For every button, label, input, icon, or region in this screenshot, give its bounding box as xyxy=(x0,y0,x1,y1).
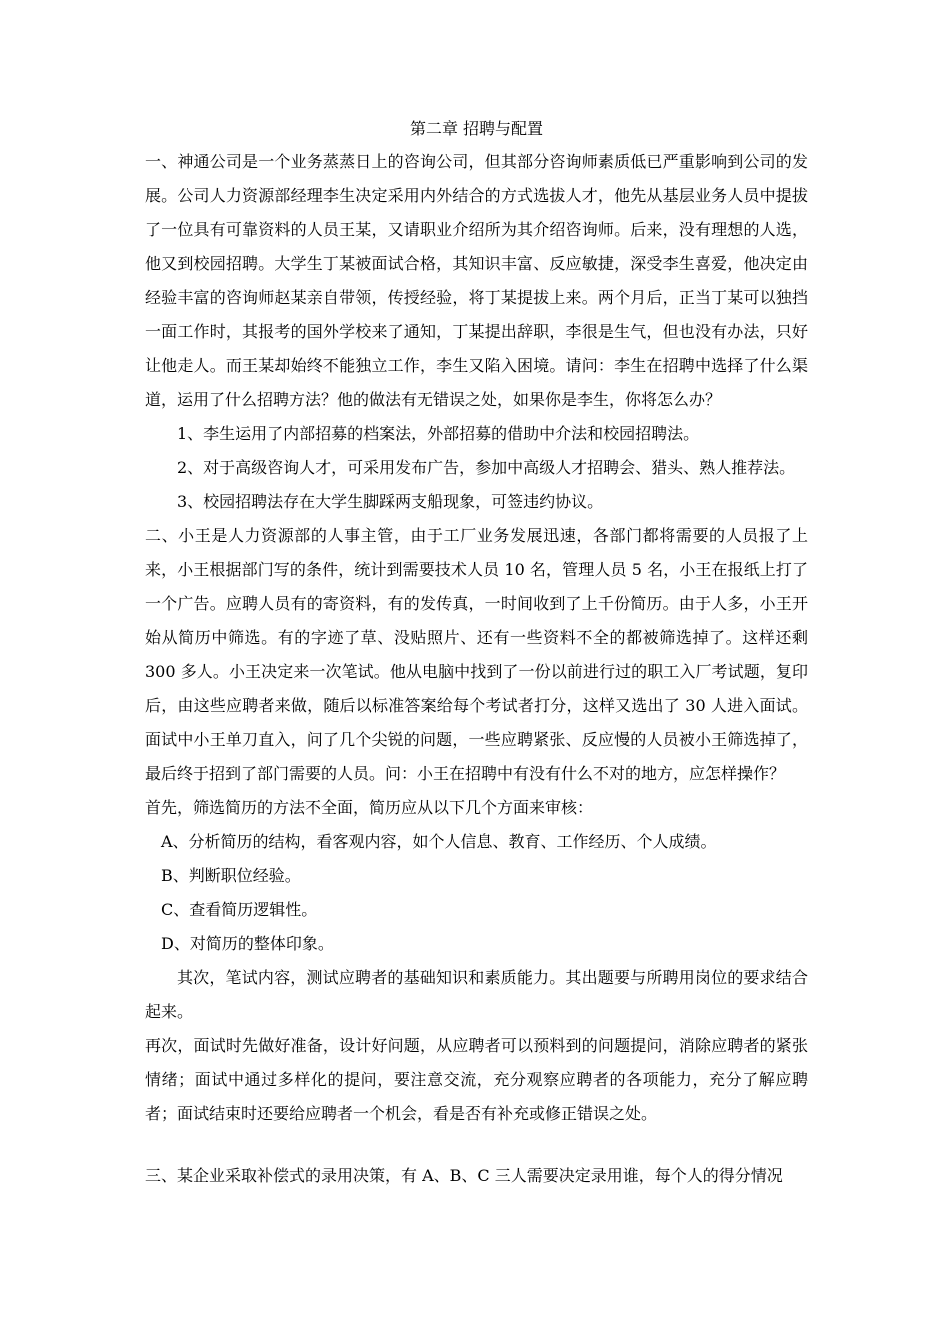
chapter-title: 第二章 招聘与配置 xyxy=(409,119,544,138)
q2-third-point: 再次，面试时先做好准备，设计好问题，从应聘者可以预料到的问题提问，消除应聘者的紧张情绪；面试中通过多样化的提问，要注意交流，充分观察应聘者的各项能力，充分了解应聘者；面试结束时还要给应聘者一个机会，看是否有补充或修正错误之处。 xyxy=(145,1036,808,1123)
q2-first-point: 首先，筛选简历的方法不全面，简历应从以下几个方面来审核： xyxy=(145,798,594,817)
q2-item-d: D、对简历的整体印象。 xyxy=(161,934,334,953)
q1-answer-3: 3、校园招聘法存在大学生脚踩两支船现象，可签违约协议。 xyxy=(177,492,604,511)
question-1: 一、神通公司是一个业务蒸蒸日上的咨询公司，但其部分咨询师素质低已严重影响到公司的发展。公司人力资源部经理李生决定采用内外结合的方式选拔人才，他先从基层业务人员中提拔了一位具有可靠资料的人员王某，又请职业介绍所为其介绍咨询师。后来，没有理想的人选，他又到校园招聘。大学生丁某被面试合格，其知识丰富、反应敏捷，深受李生喜爱，他决定由经验丰富的咨询师赵某亲自带领，传授经验，将丁某提拔上来。两个月后，正当丁某可以独挡一面工作时，其报考的国外学校来了通知，丁某提出辞职，李很是生气，但也没有办法，只好让他走人。而王某却始终不能独立工作，李生又陷入困境。请问：李生在招聘中选择了什么渠道，运用了什么招聘方法？他的做法有无错误之处，如果你是李生，你将怎么办？ xyxy=(145,152,808,409)
q2-second-point: 其次，笔试内容，测试应聘者的基础知识和素质能力。其出题要与所聘用岗位的要求结合起来。 xyxy=(145,968,808,1021)
q1-answer-1: 1、李生运用了内部招募的档案法，外部招募的借助中介法和校园招聘法。 xyxy=(177,424,700,443)
question-3: 三、某企业采取补偿式的录用决策，有 A、B、C 三人需要决定录用谁，每个人的得分情况 xyxy=(145,1166,783,1185)
q1-answer-2: 2、对于高级咨询人才，可采用发布广告，参加中高级人才招聘会、猎头、熟人推荐法。 xyxy=(177,458,796,477)
q2-item-c: C、查看简历逻辑性。 xyxy=(161,900,318,919)
section-spacer xyxy=(145,1131,808,1159)
q2-item-a: A、分析简历的结构，看客观内容，如个人信息、教育、工作经历、个人成绩。 xyxy=(161,832,717,851)
document-page xyxy=(145,117,808,1193)
question-2: 二、小王是人力资源部的人事主管，由于工厂业务发展迅速，各部门都将需要的人员报了上来，小王根据部门写的条件，统计到需要技术人员 10 名，管理人员 5 名，小王在报纸上打了一个广告。应聘人员有的寄资料，有的发传真，一时间收到了上千份简历。由于人多，小王开始从简历中筛选。有的字迹了草、没贴照片、还有一些资料不全的都被筛选掉了。这样还剩 300 多人。小王决定来一次笔试。他从电脑中找到了一份以前进行过的职工入厂考试题，复印后，由这些应聘者来做，随后以标准答案给每个考试者打分，这样又选出了 30 人进入面试。面试中小王单刀直入，问了几个尖锐的问题，一些应聘紧张、反应慢的人员被小王筛选掉了，最后终于招到了部门需要的人员。问：小王在招聘中有没有什么不对的地方，应怎样操作？ xyxy=(145,526,808,783)
q2-item-b: B、判断职位经验。 xyxy=(161,866,301,885)
